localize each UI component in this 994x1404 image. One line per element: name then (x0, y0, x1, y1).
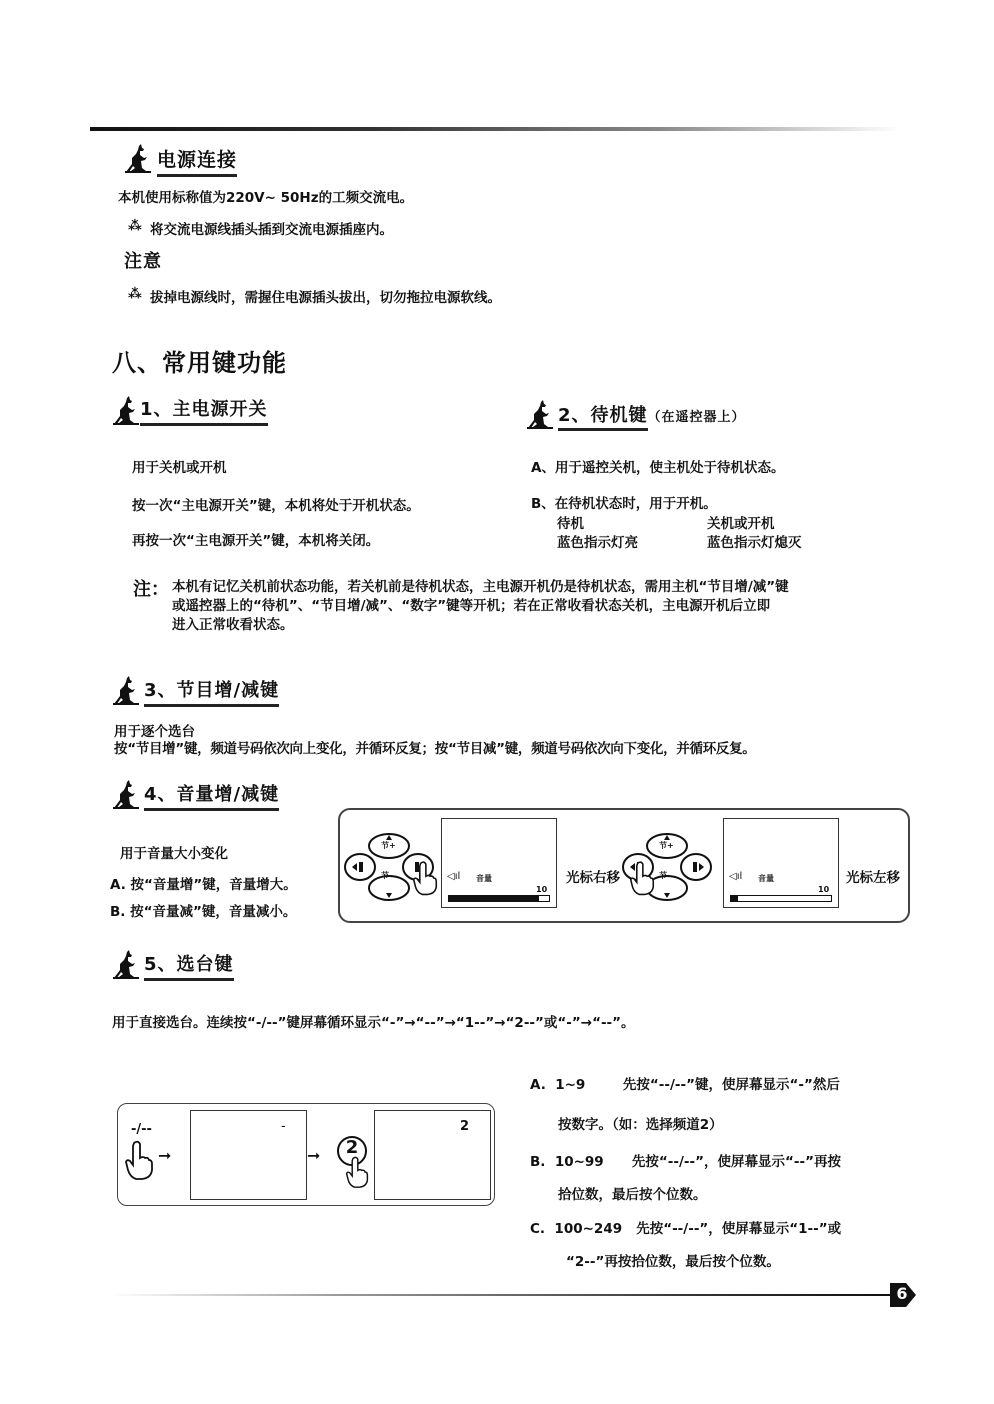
note-line3: 进入正常收看状态。 (172, 617, 294, 633)
kangaroo-icon (113, 676, 139, 706)
hand-pointer-icon (629, 858, 655, 898)
s2-a: A、用于遥控关机，使主机处于待机状态。 (531, 460, 785, 476)
arrow-right-icon: ➞ (307, 1146, 321, 1165)
volume-label: 音量 (758, 874, 774, 883)
s2-title: 2、待机键 (558, 405, 648, 431)
volume-label: 音量 (476, 874, 492, 883)
volume-bar (730, 895, 832, 902)
speaker-icon: ◁ıl (447, 871, 461, 882)
s5-a1: A. 1~9 先按“--/--”键，使屏幕显示“-”然后 (530, 1077, 840, 1093)
s2-col1-val: 蓝色指示灯亮 (557, 535, 638, 551)
bullet-icon: ⁂ (128, 286, 142, 302)
screen2-text: 2 (460, 1119, 470, 1134)
note-label: 注： (133, 579, 169, 600)
top-rule (90, 127, 900, 131)
pad-down-label: 节- (381, 871, 393, 880)
note-line2: 或遥控器上的“待机”、“节目增/减”、“数字”键等开机；若在正常收看状态关机，主电源开机后立即 (172, 598, 771, 614)
s2-col2-head: 关机或开机 (707, 516, 775, 532)
hand-pointer-icon (124, 1140, 154, 1180)
kangaroo-icon (113, 396, 139, 426)
s4-a: A. 按“音量增”键，音量增大。 (110, 877, 297, 893)
tv-screen (190, 1110, 307, 1200)
page-number: 6 (896, 1284, 908, 1303)
pad-down-label: 节- (659, 871, 671, 880)
bullet-icon: ⁂ (128, 218, 142, 234)
bottom-rule (110, 1294, 890, 1296)
s1-line1: 用于关机或开机 (132, 460, 227, 476)
tv-screen (374, 1110, 491, 1200)
hand-pointer-icon (345, 1156, 369, 1188)
power-bullet2: 拔掉电源线时，需握住电源插头拔出，切勿拖拉电源软线。 (150, 290, 501, 306)
power-line1: 本机使用标称值为220V~ 50Hz的工频交流电。 (118, 190, 414, 206)
s3-line2: 按“节目增”键，频道号码依次向上变化，并循环反复；按“节目减”键，频道号码依次向下变化，并循环反复。 (114, 741, 756, 757)
kangaroo-icon (125, 144, 151, 174)
s2-heading (558, 401, 746, 427)
s2-b: B、在待机状态时，用于开机。 (531, 496, 717, 512)
power-bullet1: 将交流电源线插头插到交流电源插座内。 (150, 222, 393, 238)
volume-value: 10 (818, 885, 830, 894)
power-title: 电源连接 (157, 145, 237, 177)
caption-right: 光标右移 (566, 870, 620, 886)
note-title: 注意 (124, 251, 162, 272)
s5-c1: C. 100~249 先按“--/--”，使屏幕显示“1--”或 (530, 1221, 842, 1237)
dash-button-label: -/-- (131, 1122, 152, 1137)
note-line1: 本机有记忆关机前状态功能，若关机前是待机状态，主电源开机仍是待机状态，需用主机“节目增/减”键 (172, 579, 789, 595)
volume-bar (448, 895, 550, 902)
s2-col2-val: 蓝色指示灯熄灭 (707, 535, 802, 551)
s4-title: 4、音量增/减键 (144, 780, 279, 811)
pad-up-label: 节+ (381, 841, 396, 850)
kangaroo-icon (113, 950, 139, 980)
s5-a2: 按数字。（如：选择频道2） (558, 1117, 723, 1133)
page-number-badge (888, 1282, 918, 1308)
s3-line1: 用于逐个选台 (114, 724, 195, 740)
s5-c2: “2--”再按拾位数，最后按个位数。 (566, 1254, 780, 1270)
arrow-right-icon: ➞ (158, 1146, 172, 1165)
volume-value: 10 (536, 885, 548, 894)
note-text (172, 578, 912, 635)
digit-label: 2 (345, 1137, 359, 1158)
s5-title: 5、选台键 (144, 950, 234, 981)
speaker-icon: ◁ıl (729, 871, 743, 882)
s5-b1: B. 10~99 先按“--/--”，使屏幕显示“--”再按 (530, 1154, 841, 1170)
chapter-title: 八、常用键功能 (112, 349, 287, 377)
s2-subtitle: （在遥控器上） (647, 410, 746, 425)
s5-b2: 拾位数，最后按个位数。 (558, 1187, 707, 1203)
caption-left: 光标左移 (846, 870, 900, 886)
kangaroo-icon (113, 780, 139, 810)
kangaroo-icon (527, 400, 553, 430)
s1-line3: 再按一次“主电源开关”键，本机将关闭。 (132, 533, 380, 549)
s4-b: B. 按“音量减”键，音量减小。 (110, 904, 297, 920)
hand-pointer-icon (412, 858, 438, 898)
pad-up-label: 节+ (659, 841, 674, 850)
s2-col1-head: 待机 (557, 516, 584, 532)
s3-title: 3、节目增/减键 (144, 676, 279, 707)
s5-line1: 用于直接选台。连续按“-/--”键屏幕循环显示“-”→“--”→“1--”→“2--”或“-”→“--”。 (112, 1015, 635, 1031)
s4-line1: 用于音量大小变化 (120, 846, 228, 862)
screen1-text: - (281, 1119, 286, 1134)
s1-line2: 按一次“主电源开关”键，本机将处于开机状态。 (132, 498, 420, 514)
volume-bar-fill (449, 896, 539, 901)
volume-bar-fill (731, 896, 738, 901)
s1-title: 1、主电源开关 (140, 395, 268, 426)
